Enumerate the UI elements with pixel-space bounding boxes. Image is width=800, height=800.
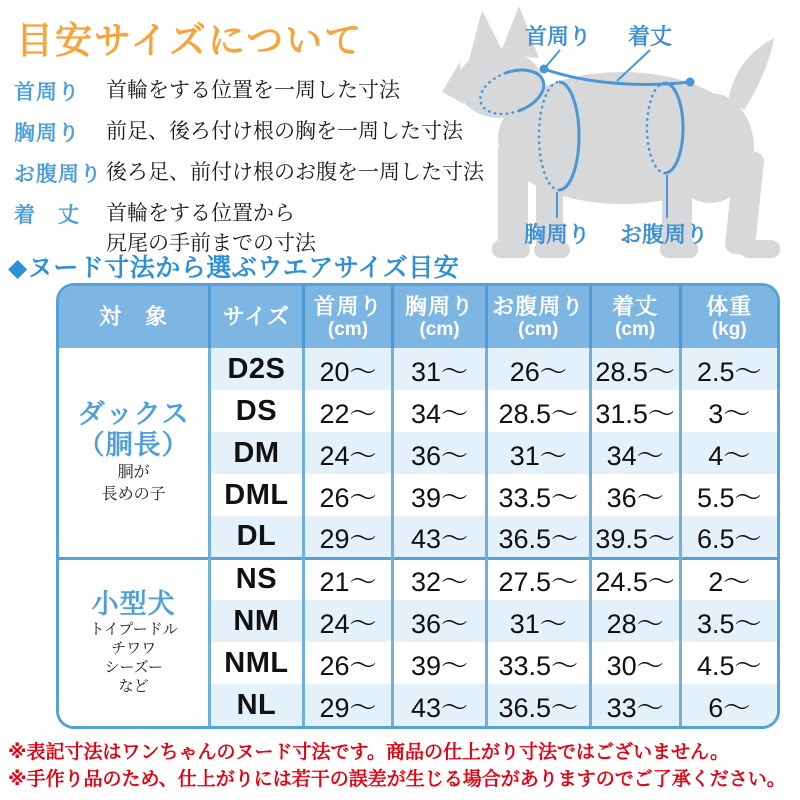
cell-weight: 5.5～	[680, 474, 777, 516]
cell-neck: 26～	[303, 474, 393, 516]
legend-term-chest: 胸周り	[14, 122, 80, 145]
target-note-2: 長めの子	[101, 486, 166, 504]
cell-size: NL	[210, 684, 303, 726]
note-handmade: ※手作り品のため、仕上がりには若干の誤差が生じる場合がありますのでご了承ください。	[8, 769, 786, 790]
cell-belly: 26～	[486, 348, 590, 390]
cell-length: 28～	[590, 600, 680, 642]
cell-chest: 43～	[393, 516, 486, 558]
diagram-label-chest: 胸周り	[523, 222, 591, 247]
cell-chest: 31～	[393, 348, 486, 390]
dog-muzzle	[442, 62, 464, 104]
cell-weight: 3～	[680, 390, 777, 432]
dog-measurement-diagram	[440, 0, 800, 280]
cell-weight: 6～	[680, 684, 777, 726]
legend-row-chest	[14, 117, 463, 147]
cell-weight: 4～	[680, 432, 777, 474]
col-header-belly: お腹周り (cm)	[486, 286, 590, 348]
cell-belly: 31～	[486, 600, 590, 642]
cell-length: 36～	[590, 474, 680, 516]
cell-size: NML	[210, 642, 303, 684]
cell-belly: 36.5～	[486, 684, 590, 726]
note-nude-size: ※表記寸法はワンちゃんのヌード寸法です。商品の仕上がり寸法ではございません。	[8, 742, 730, 763]
col-header-weight: 体重 (kg)	[680, 286, 777, 348]
target-note-3: シーズー	[104, 659, 163, 677]
length-end-dot	[686, 78, 695, 87]
legend-row-belly	[14, 158, 484, 188]
legend-desc-neck: 首輪をする位置を一周した寸法	[106, 79, 400, 102]
diagram-label-neck: 首周り	[524, 24, 592, 49]
legend-term-belly: お腹周り	[14, 163, 102, 186]
cell-length: 31.5～	[590, 390, 680, 432]
cell-neck: 22～	[303, 390, 393, 432]
cell-weight: 2.5～	[680, 348, 777, 390]
table-row	[59, 558, 777, 600]
cell-length: 34～	[590, 432, 680, 474]
target-group-dachshund	[59, 348, 210, 558]
cell-belly: 33.5～	[486, 474, 590, 516]
cell-length: 30～	[590, 642, 680, 684]
cell-weight: 4.5～	[680, 642, 777, 684]
cell-size: DL	[210, 516, 303, 558]
cell-belly: 31～	[486, 432, 590, 474]
cell-chest: 36～	[393, 432, 486, 474]
cell-belly: 27.5～	[486, 558, 590, 600]
target-name: ダックス	[77, 399, 190, 430]
legend-desc-chest: 前足、後ろ付け根の胸を一周した寸法	[106, 120, 463, 143]
cell-neck: 21～	[303, 558, 393, 600]
target-note: トイプードル	[89, 621, 178, 639]
cell-chest: 39～	[393, 642, 486, 684]
cell-chest: 39～	[393, 474, 486, 516]
cell-neck: 20～	[303, 348, 393, 390]
cell-weight: 3.5～	[680, 600, 777, 642]
cell-size: DM	[210, 432, 303, 474]
cell-length: 33～	[590, 684, 680, 726]
cell-chest: 43～	[393, 684, 486, 726]
cell-size: DML	[210, 474, 303, 516]
table-row	[59, 348, 777, 390]
dog-rear-paw-2	[740, 240, 780, 258]
legend-term-neck: 首周り	[14, 81, 80, 104]
target-name: 小型犬	[91, 589, 176, 620]
cell-belly: 33.5～	[486, 642, 590, 684]
target-note-4: など	[118, 678, 149, 696]
cell-neck: 24～	[303, 600, 393, 642]
cell-neck: 24～	[303, 432, 393, 474]
col-header-length: 着丈 (cm)	[590, 286, 680, 348]
cell-size: NS	[210, 558, 303, 600]
legend-row-neck	[14, 76, 444, 106]
target-group-small-dogs	[59, 558, 210, 726]
cell-size: DS	[210, 390, 303, 432]
legend-desc-length-line2: 尻尾の手前までの寸法	[106, 232, 316, 255]
cell-chest: 32～	[393, 558, 486, 600]
size-table-wrap	[56, 283, 780, 729]
legend-term-length: 着 丈	[14, 204, 80, 227]
measurement-legend	[14, 76, 484, 270]
cell-weight: 2～	[680, 558, 777, 600]
cell-neck: 29～	[303, 684, 393, 726]
dog-tail	[728, 38, 774, 110]
target-name-2: （胴長）	[77, 430, 190, 461]
cell-length: 24.5～	[590, 558, 680, 600]
footer-notes	[8, 739, 786, 793]
cell-size: NM	[210, 600, 303, 642]
target-note-2: チワワ	[111, 640, 157, 658]
cell-size: D2S	[210, 348, 303, 390]
page-title: 目安サイズについて	[16, 20, 364, 61]
size-table	[59, 286, 777, 726]
col-header-size: サイズ	[210, 286, 303, 348]
dog-silhouette	[442, 6, 780, 258]
cell-chest: 34～	[393, 390, 486, 432]
size-table-header-row	[59, 286, 777, 348]
col-header-neck: 首周り (cm)	[303, 286, 393, 348]
target-note: 胴が	[117, 464, 150, 482]
diagram-label-belly: お腹周り	[619, 222, 709, 247]
cell-neck: 29～	[303, 516, 393, 558]
table-heading: ◆ヌード寸法から選ぶウエアサイズ目安	[8, 254, 460, 282]
cell-belly: 28.5～	[486, 390, 590, 432]
cell-weight: 6.5～	[680, 516, 777, 558]
cell-chest: 36～	[393, 600, 486, 642]
cell-length: 39.5～	[590, 516, 680, 558]
col-header-chest: 胸周り (cm)	[393, 286, 486, 348]
length-start-dot	[540, 65, 549, 74]
legend-desc-length-line1: 首輪をする位置から	[106, 202, 295, 225]
legend-desc-belly: 後ろ足、前付け根のお腹を一周した寸法	[106, 161, 484, 184]
col-header-target: 対 象	[59, 286, 210, 348]
cell-neck: 26～	[303, 642, 393, 684]
diagram-label-length: 着丈	[627, 24, 673, 49]
cell-length: 28.5～	[590, 348, 680, 390]
cell-belly: 36.5～	[486, 516, 590, 558]
